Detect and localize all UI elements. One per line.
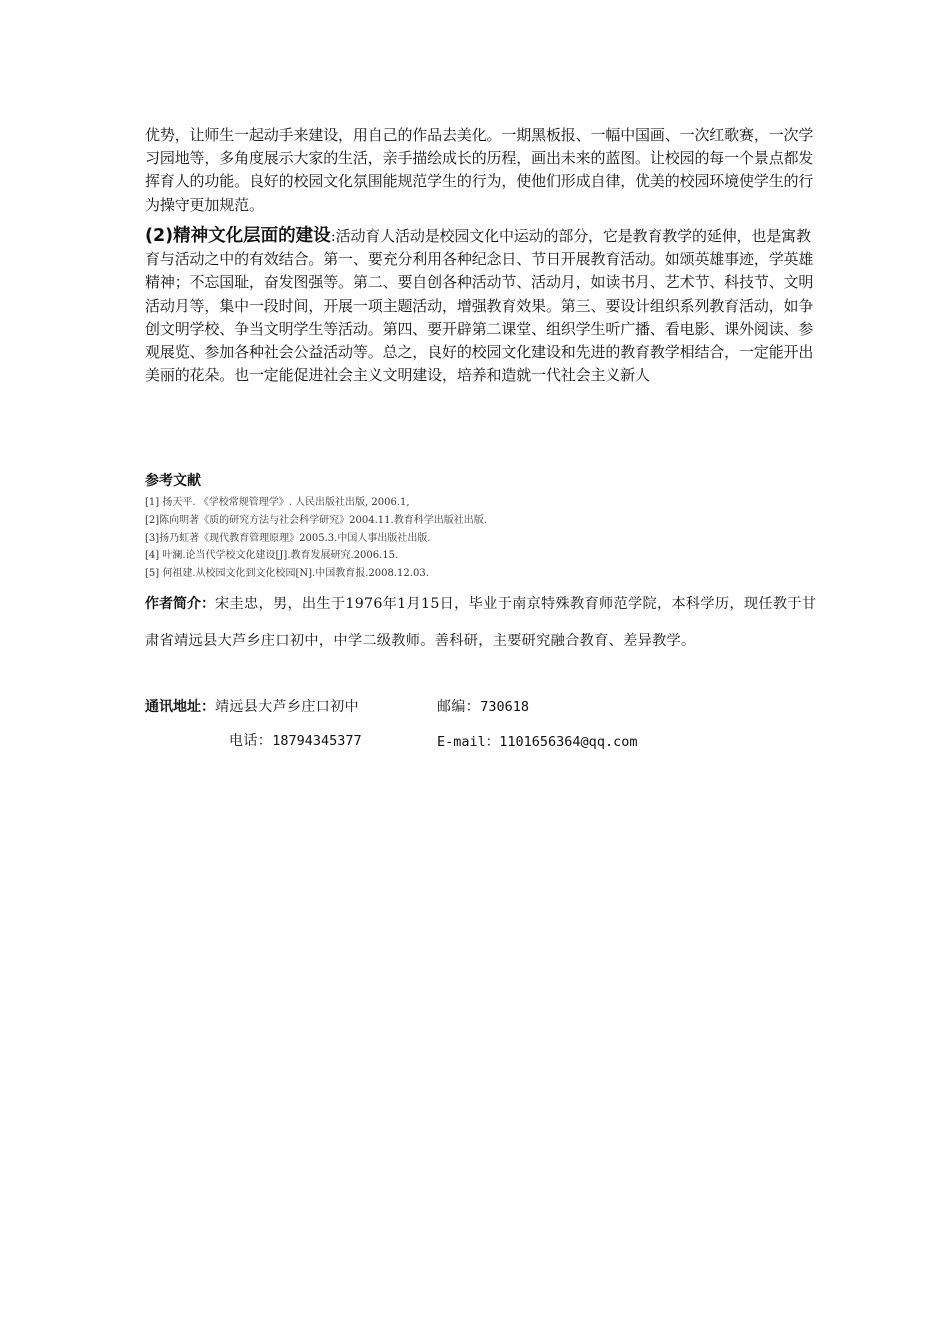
phone-value: 18794345377 xyxy=(272,733,362,749)
postcode-row xyxy=(437,696,529,716)
phone-label: 电话： xyxy=(229,733,273,749)
reference-item: [4] 叶澜.论当代学校文化建设[J].教育发展研究.2006.15. xyxy=(145,550,399,562)
section-heading: (2)精神文化层面的建设 xyxy=(145,226,331,246)
author-text: 宋圭忠，男，出生于1976年1月15日，毕业于南京特殊教育师范学院，本科学历，现任教于甘肃省靖远县大芦乡庄口初中，中学二级教师。善科研，主要研究融合教育、差异教学。 xyxy=(145,596,817,649)
postcode-value: 730618 xyxy=(480,699,529,715)
author-label: 作者简介： xyxy=(145,596,215,612)
section-body: :活动育人活动是校园文化中运动的部分，它是教育教学的延伸，也是寓教育与活动之中的有效结合。第一、要充分利用各种纪念日、节日开展教育活动。如颂英雄事迹，学英雄精神；不忘国耻，奋发图强等。第二、要自创各种活动节、活动月，如读书月、艺术节、科技节、文明活动月等，集中一段时间，开展一项主题活动，增强教育效果。第三、要设计组织系列教育活动，如争创文明学校、争当文明学生等活动。第四、要开辟第二课堂、组织学生听广播、看电影、课外阅读、参观展览、参加各种社会公益活动等。总之，良好的校园文化建设和先进的教育教学相结合，一定能开出美丽的花朵。也一定能促进社会主义文明建设，培养和造就一代社会主义新人 xyxy=(145,227,814,385)
email-value[interactable]: 1101656364@qq.com xyxy=(499,734,638,750)
paragraph-spiritual-culture xyxy=(145,225,825,387)
reference-item: [3]扬乃虹著《现代教育管理原理》2005.3.中国人事出版社出版. xyxy=(145,532,431,544)
references-title: 参考文献 xyxy=(145,473,201,489)
postcode-label: 邮编： xyxy=(437,699,481,715)
reference-item: [1] 扬天平. 《学校常规管理学》. 人民出版社出版, 2006.1, xyxy=(145,497,410,508)
reference-item: [2]陈向明著《质的研究方法与社会科学研究》2004.11.教育科学出版社出版. xyxy=(145,514,487,526)
reference-item: [5] 何祖建.从校园文化到文化校园[N].中国教育报.2008.12.03. xyxy=(145,568,429,580)
address-label: 通讯地址： xyxy=(145,699,215,715)
address-row xyxy=(145,696,359,716)
email-row xyxy=(437,730,637,750)
phone-row xyxy=(229,730,362,750)
address-value: 靖远县大芦乡庄口初中 xyxy=(215,699,359,715)
paragraph-campus-environment xyxy=(145,124,825,217)
references-list xyxy=(145,494,487,583)
paragraph-text: 优势，让师生一起动手来建设，用自己的作品去美化。一期黑板报、一幅中国画、一次红歌赛，一次学习园地等，多角度展示大家的生活，亲手描绘成长的历程，画出未来的蓝图。让校园的每一个景点都发挥育人的功能。良好的校园文化氛围能规范学生的行为，使他们形成自律，优美的校园环境使学生的行为操守更加规范。 xyxy=(145,126,814,214)
email-label: E-mail： xyxy=(437,734,500,750)
author-bio xyxy=(145,586,825,659)
